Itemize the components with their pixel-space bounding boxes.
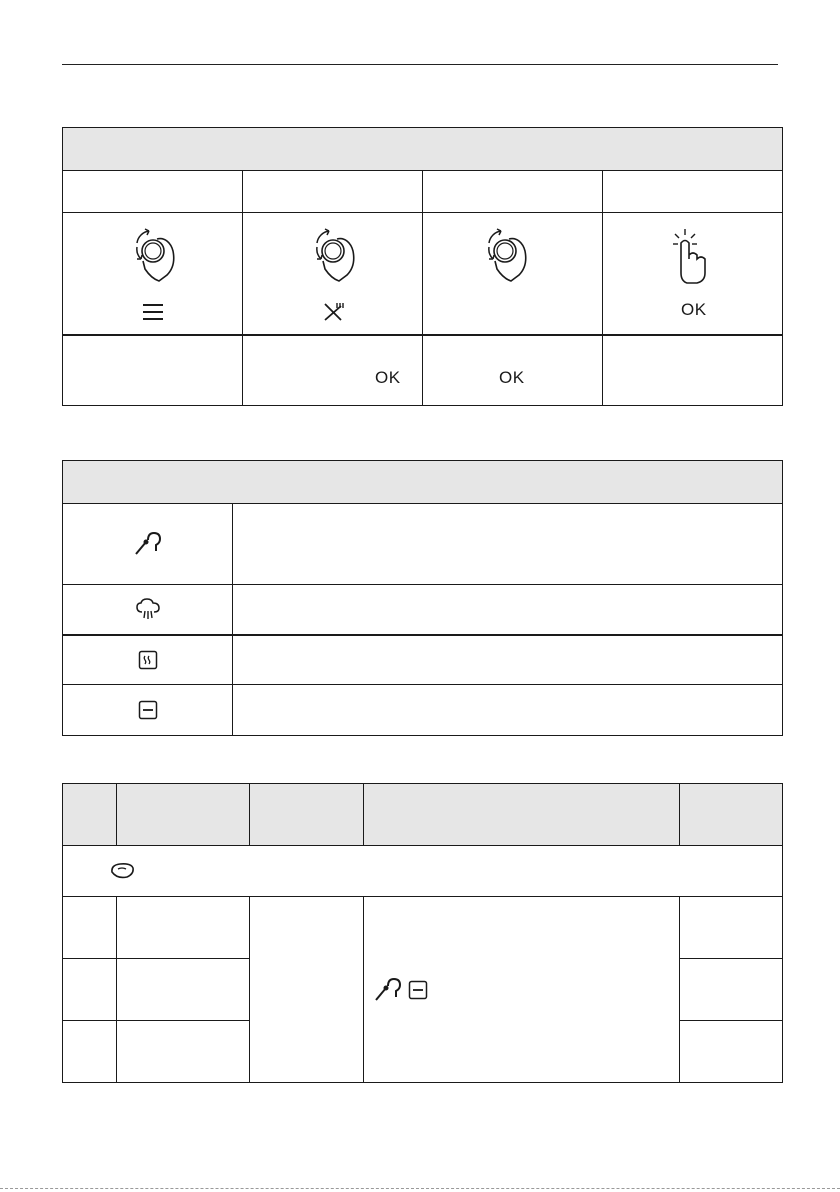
symbol-icon-cell bbox=[63, 685, 233, 736]
food-probe-icon bbox=[134, 532, 162, 556]
step-header-4 bbox=[603, 171, 783, 213]
ok-label: OK bbox=[499, 368, 525, 388]
symbol-icon-cell bbox=[63, 585, 233, 635]
ok-label: OK bbox=[375, 368, 401, 388]
food-row-name bbox=[117, 959, 250, 1021]
top-rule bbox=[62, 64, 778, 65]
ok-label: OK bbox=[681, 300, 707, 319]
food-row-num bbox=[63, 1021, 117, 1083]
step-icon-cell-2 bbox=[243, 213, 423, 336]
meat-steak-icon bbox=[109, 862, 135, 880]
food-row-num bbox=[63, 897, 117, 959]
steps-table-header bbox=[63, 128, 783, 171]
symbol-desc bbox=[233, 685, 783, 736]
food-row-value bbox=[680, 1021, 783, 1083]
food-row-value bbox=[680, 959, 783, 1021]
fork-knife-icon bbox=[322, 302, 344, 322]
step-header-3 bbox=[423, 171, 603, 213]
symbol-desc bbox=[233, 635, 783, 685]
step-desc-2 bbox=[243, 335, 423, 405]
shelf-level-icon bbox=[408, 980, 428, 1000]
food-row-value bbox=[680, 897, 783, 959]
symbols-table bbox=[62, 460, 783, 736]
food-table bbox=[62, 783, 783, 1083]
heating-shelf-icon bbox=[138, 650, 158, 670]
food-header-4 bbox=[364, 784, 680, 846]
hand-dial-rotate-icon bbox=[481, 225, 531, 283]
food-header-3 bbox=[250, 784, 364, 846]
step-icon-cell-3 bbox=[423, 213, 603, 336]
symbol-icon-cell bbox=[63, 635, 233, 685]
symbol-icon-cell bbox=[63, 504, 233, 585]
step-icon-cell-4 bbox=[603, 213, 783, 336]
step-header-1 bbox=[63, 171, 243, 213]
page-bottom-edge bbox=[0, 1188, 840, 1189]
hand-dial-rotate-icon bbox=[309, 225, 359, 283]
symbols-table-header bbox=[63, 461, 783, 504]
food-category-row bbox=[63, 846, 783, 897]
symbol-desc bbox=[233, 585, 783, 635]
food-row-name bbox=[117, 897, 250, 959]
step-icon-cell-1 bbox=[63, 213, 243, 336]
step-desc-1 bbox=[63, 335, 243, 405]
menu-icon bbox=[142, 303, 164, 321]
food-merged-col3 bbox=[250, 897, 364, 1083]
food-row-num bbox=[63, 959, 117, 1021]
step-desc-4 bbox=[603, 335, 783, 405]
food-row-name bbox=[117, 1021, 250, 1083]
steps-table bbox=[62, 127, 783, 406]
hand-press-icon bbox=[669, 227, 713, 285]
food-header-food bbox=[117, 784, 250, 846]
food-probe-icon bbox=[374, 978, 402, 1002]
food-header-5 bbox=[680, 784, 783, 846]
food-header-num bbox=[63, 784, 117, 846]
step-desc-3 bbox=[423, 335, 603, 405]
steam-icon bbox=[136, 598, 160, 620]
hand-dial-rotate-icon bbox=[129, 225, 179, 283]
step-header-2 bbox=[243, 171, 423, 213]
food-merged-col4 bbox=[364, 897, 680, 1083]
symbol-desc bbox=[233, 504, 783, 585]
shelf-level-icon bbox=[138, 700, 158, 720]
